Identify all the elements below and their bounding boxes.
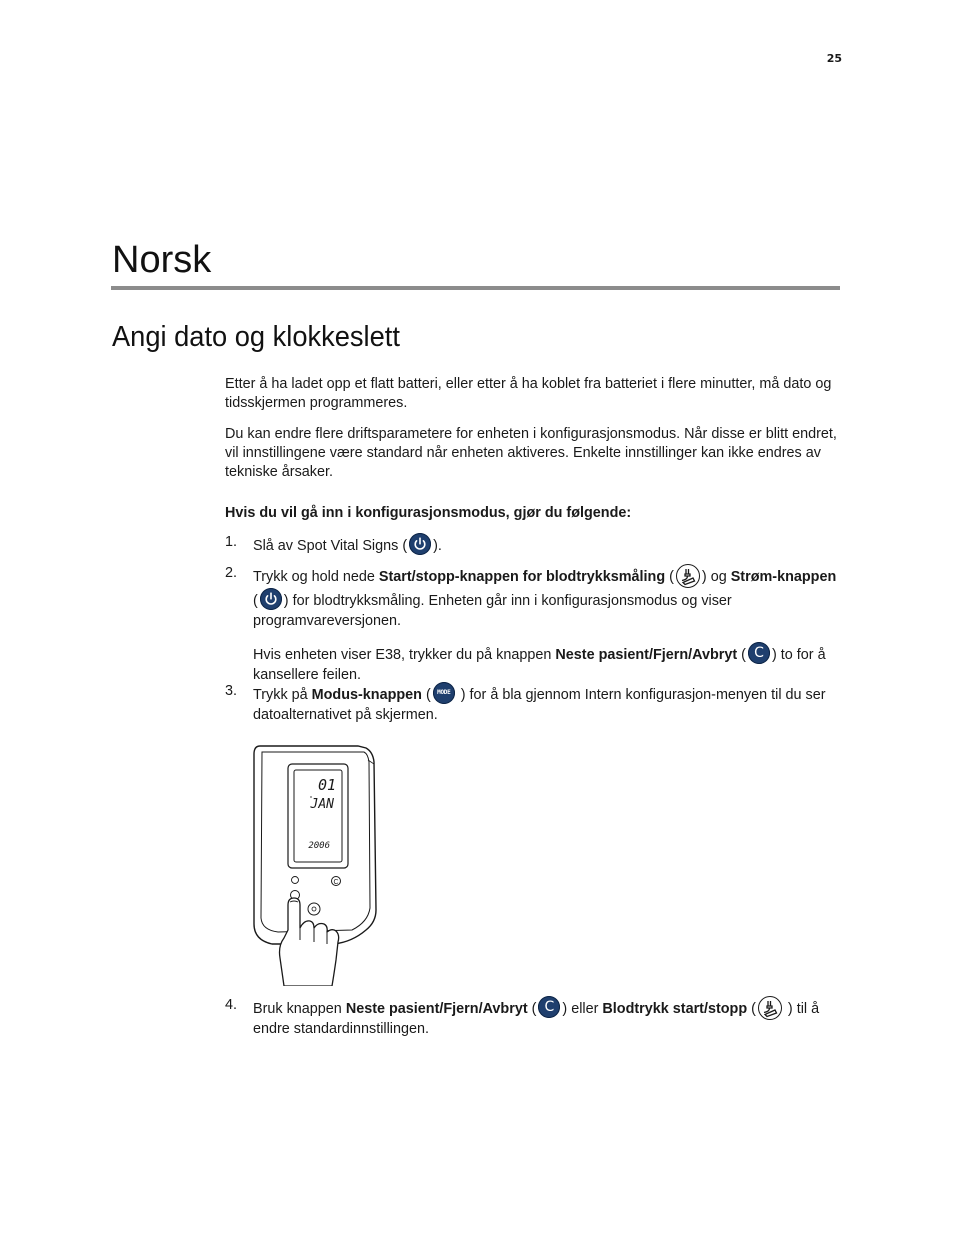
display-year: 2006 (308, 841, 330, 851)
device-illustration (248, 742, 383, 986)
svg-text:C: C (333, 879, 339, 886)
bp-cuff-icon (676, 564, 700, 588)
step-number: 4. (225, 997, 238, 1013)
step-4: 4. Bruk knappen Neste pasient/Fjern/Avbryt ( C ) eller Blodtrykk start/stopp ( ) til å endre standardinnstillingen. (225, 997, 820, 1037)
mode-icon: MODE (433, 682, 455, 704)
step-number: 2. (225, 565, 238, 581)
clear-c-icon: C (748, 642, 770, 664)
intro-paragraph-2: Du kan endre flere driftsparametere for enheten i konfigurasjonsmodus. Når disse er blitt endret, vil innstillingene være standard når enheten aktiveres. Enkelte innstillinger kan ikke endres av tekniske årsaker. (225, 426, 837, 480)
display-month: JAN (310, 797, 334, 812)
power-icon (260, 588, 282, 610)
step-3: 3. Trykk på Modus-knappen ( MODE ) for å bla gjennom Intern konfigurasjon-menyen til du ser datoalternativet på skjermen. (225, 683, 826, 723)
page-number: 25 (826, 52, 842, 65)
bp-cuff-icon (758, 996, 782, 1020)
step-number: 3. (225, 683, 238, 699)
procedure-heading: Hvis du vil gå inn i konfigurasjonsmodus, gjør du følgende: (225, 505, 632, 521)
chapter-title: Norsk (112, 239, 212, 281)
power-icon (409, 533, 431, 555)
clear-c-icon: C (538, 996, 560, 1018)
step-1: 1. Slå av Spot Vital Signs ( ). (225, 534, 442, 554)
step-2: 2. Trykk og hold nede Start/stopp-knappen for blodtrykksmåling ( ) og Strøm-knappen ( ) for blodtrykksmåling. Enheten går inn i konfigurasjonsmodus og viser programvareversjonen. Hvis enheten viser E38, trykker du på knappen Neste pasient/Fjern/Avbryt ( C ) to for å kansellere feilen. (225, 565, 837, 683)
section-title: Angi dato og klokkeslett (112, 321, 400, 353)
chapter-rule (111, 286, 840, 290)
intro-paragraph-1: Etter å ha ladet opp et flatt batteri, eller etter å ha koblet fra batteriet i flere minutter, må dato og tidsskjermen programmeres. (225, 376, 832, 411)
step-number: 1. (225, 534, 238, 550)
device-bp-button (308, 903, 320, 915)
display-day: 01 (317, 776, 336, 794)
